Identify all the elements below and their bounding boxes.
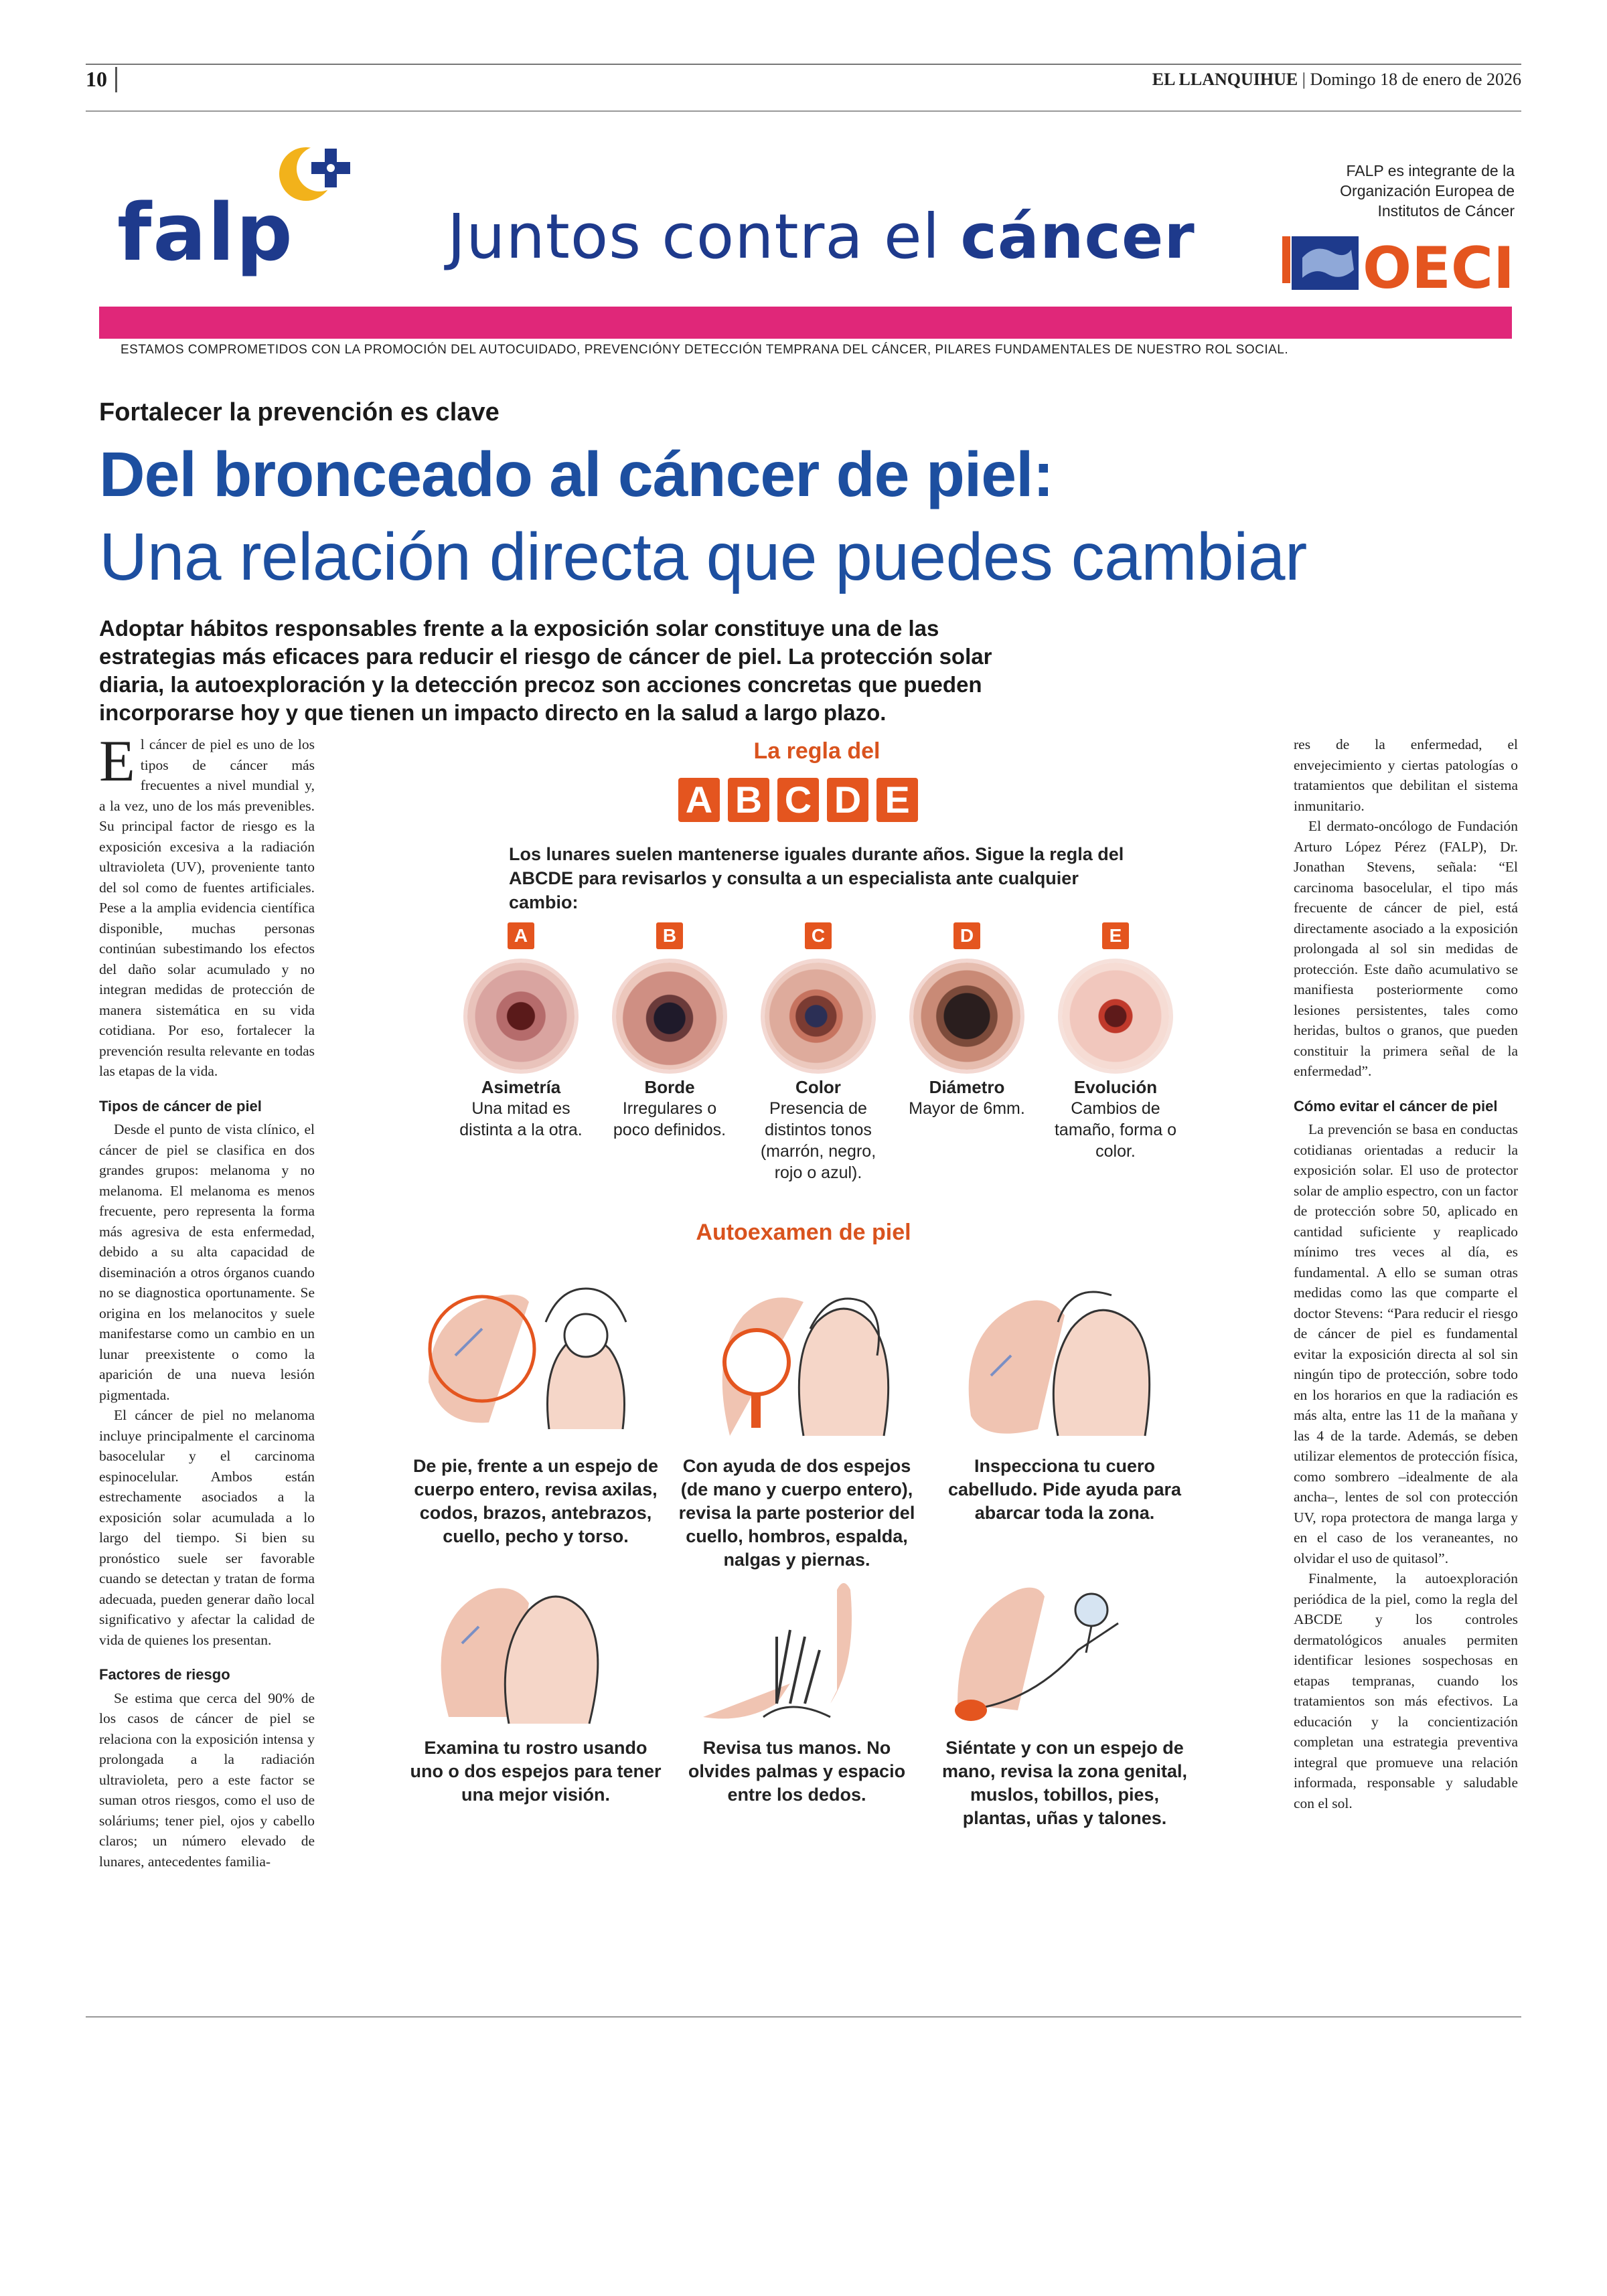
page-number: 10 [86, 67, 107, 91]
article-headline: Del bronceado al cáncer de piel: [99, 439, 1054, 510]
publication-name: EL LLANQUIHUE [1152, 70, 1298, 89]
slogan-regular: Juntos contra el [447, 201, 961, 272]
slogan-bold: cáncer [960, 201, 1195, 272]
item-letter-a: A [508, 922, 534, 949]
pink-banner [99, 307, 1512, 339]
item-letter-e: E [1102, 922, 1129, 949]
item-desc: Cambios de tamaño, forma o color. [1054, 1099, 1177, 1161]
item-title: Color [795, 1077, 841, 1097]
mole-border-image [616, 963, 723, 1070]
item-letter-b: B [656, 922, 683, 949]
slogan [447, 201, 1195, 272]
oeci-membership-note: FALP es integrante de la Organización Europea de Institutos de Cáncer [1340, 162, 1515, 220]
mole-evolution-image [1062, 963, 1169, 1070]
arms-raised-illustration [415, 1282, 656, 1443]
item-caption-b [603, 1076, 737, 1141]
abcde-intro: Los lunares suelen mantenerse iguales durante años. Sigue la regla del ABCDE para revisarlos y consulta a un especialista ante cualquier cambio: [509, 844, 1124, 912]
face-check-illustration [415, 1570, 656, 1730]
item-desc: Irregulares o poco definidos. [613, 1099, 726, 1139]
body-paragraph [99, 729, 315, 1082]
publication-date: Domingo 18 de enero de 2026 [1310, 70, 1521, 89]
abcde-letter-d: D [827, 778, 868, 822]
scalp-check-illustration [944, 1282, 1185, 1443]
header-rule [86, 110, 1521, 112]
abcde-rule-title: La regla del [753, 738, 881, 764]
abcde-letter-e: E [876, 778, 918, 822]
drop-cap: E [99, 729, 135, 794]
self-exam-step-1: De pie, frente a un espejo de cuerpo entero, revisa axilas, codos, brazos, antebrazos, cuello, pecho y torso. [412, 1456, 659, 1546]
body-paragraph: Se estima que cerca del 90% de los casos de cáncer de piel se relaciona con la exposición intensa y prolongada a la radiación ultravioleta, pero a este factor se suman otros riesgos, como el uso de soláriums; tener piel, ojos y cabello claros; un número elevado de lunares, antecedentes familia- [99, 1690, 315, 1870]
article-kicker: Fortalecer la prevención es clave [99, 398, 500, 426]
item-title: Asimetría [481, 1077, 561, 1097]
item-caption-c [751, 1076, 885, 1183]
section-heading-evitar: Cómo evitar el cáncer de piel [1294, 1097, 1498, 1115]
top-rule [86, 64, 1521, 65]
body-paragraph: Desde el punto de vista clínico, el cáncer de piel se clasifica en dos grandes grupos: melanoma y no melanoma. El melanoma es menos frecuente, pero representa la forma más agresiva de esta enfermedad, debido a su alta capacidad de diseminación a otros órganos cuando no se diagnostica oportunamente. Se origina en los melanocitos y suele manifestarse como un cambio en un lunar preexistente o como la aparición de una nueva lesión pigmentada. [99, 1121, 315, 1403]
masthead: EL LLANQUIHUE | Domingo 18 de enero de 2026 [1152, 70, 1521, 89]
item-caption-d [900, 1076, 1034, 1119]
abcde-letter-a: A [678, 778, 720, 822]
tagline: ESTAMOS COMPROMETIDOS CON LA PROMOCIÓN DEL AUTOCUIDADO, PREVENCIÓNY DETECCIÓN TEMPRANA DEL CÁNCER, PILARES FUNDAMENTALES DE NUESTRO ROL SOCIAL. [121, 343, 1289, 357]
body-text: l cáncer de piel es uno de los tipos de cáncer más frecuentes a nivel mundial y, a la vez, uno de los más prevenibles. Su principal factor de riesgo es la exposición excesiva a la radiación ultravioleta (UV), proveniente tanto del sol como de fuentes artificiales. Pese a la amplia evidencia científica disponible, muchas personas continúan subestimando los efectos del daño solar acumulado y no integran medidas de protección de manera sistemática en su vida cotidiana. Por eso, fortalecer la prevención resulta relevante en todas las etapas de la vida. [99, 736, 315, 1079]
self-exam-step-4: Examina tu rostro usando uno o dos espejos para tener una mejor visión. [410, 1738, 662, 1805]
item-title: Evolución [1073, 1077, 1158, 1097]
falp-logo [117, 134, 432, 281]
hands-illustration [676, 1570, 917, 1730]
item-caption-a [454, 1076, 588, 1141]
mole-color-image [765, 963, 872, 1070]
item-desc: Presencia de distintos tonos (marrón, negro, rojo o azul). [760, 1099, 876, 1182]
self-exam-step-5: Revisa tus manos. No olvides palmas y espacio entre los dedos. [688, 1738, 906, 1805]
item-title: Borde [644, 1077, 695, 1097]
item-letter-d: D [953, 922, 980, 949]
item-caption-e [1049, 1076, 1182, 1162]
article-lead: Adoptar hábitos responsables frente a la exposición solar constituye una de las estrategias más eficaces para reducir el riesgo de cáncer de piel. La protección solar diaria, la autoexploración y la detección precoz son acciones concretas que pueden incorporarse hoy y que tienen un impacto directo en la salud a largo plazo. [99, 616, 992, 725]
self-exam-step-2: Con ayuda de dos espejos (de mano y cuerpo entero), revisa la parte posterior del cuello, hombros, espalda, nalgas y piernas. [678, 1456, 915, 1570]
seated-legs-illustration [944, 1570, 1185, 1730]
self-exam-step-3: Inspecciona tu cuero cabelludo. Pide ayuda para abarcar toda la zona. [947, 1456, 1182, 1523]
item-letter-c: C [805, 922, 832, 949]
section-heading-factores: Factores de riesgo [99, 1666, 230, 1683]
section-heading-tipos: Tipos de cáncer de piel [99, 1097, 262, 1115]
article-column-left [99, 729, 315, 1872]
article-column-right [1294, 734, 1518, 1813]
mole-diameter-image [913, 963, 1020, 1070]
falp-logo-text: falp [117, 186, 294, 278]
oeci-logo-text: OECI [1363, 235, 1515, 298]
article-subhead: Una relación directa que puedes cambiar [99, 519, 1307, 594]
body-paragraph: Finalmente, la autoexploración periódica de la piel, como la regla del ABCDE y los controles dermatológicos anuales permiten identificar lesiones sospechosas en etapas tempranas, cuando los tratamientos son más efectivos. La educación y la concientización completan una estrategia preventiva integral que promueve una relación informada, responsable y saludable con el sol. [1294, 1570, 1518, 1811]
oeci-logo [1282, 231, 1517, 298]
body-paragraph: El cáncer de piel no melanoma incluye principalmente el carcinoma basocelular y el carcinoma espinocelular. Ambos están estrechamente asociados a la exposición solar acumulada a lo largo del tiempo. Si bien su pronóstico suele ser favorable cuando se detectan y tratan de forma adecuada, pueden generar daño local significativo y afectar la calidad de vida de quienes los presentan. [99, 1407, 315, 1648]
abcde-letter-c: C [777, 778, 819, 822]
body-paragraph: El dermato-oncólogo de Fundación Arturo López Pérez (FALP), Dr. Jonathan Stevens, señala: “El carcinoma basocelular, el tipo más frecuente de cáncer de piel, está directamente asociado a la exposición prolongada al sol sin medidas de protección. Este daño acumulativo se manifiesta posteriormente como lesiones persistentes, tales como heridas, bultos o granos, que pueden constituir la primera señal de la enfermedad”. [1294, 818, 1518, 1079]
footer-rule [86, 2016, 1521, 2018]
item-desc: Mayor de 6mm. [909, 1099, 1025, 1118]
self-exam-step-6: Siéntate y con un espejo de mano, revisa la zona genital, muslos, tobillos, pies, plantas, uñas y talones. [941, 1738, 1188, 1828]
body-paragraph: La prevención se basa en conductas cotidianas orientadas a reducir la exposición solar. El uso de protector solar de amplio espectro, con un factor de protección sobre 50, aplicado en cantidad suficiente y reaplicado mínimo tres veces al día, es fundamental. A ello se suman otras medidas como las que comparte el doctor Stevens: “Para reducir el riesgo de cáncer de piel es fundamental evitar la exposición directa al sol sin ningún tipo de protección, sobre todo en los horarios en que la radiación es más alta, entre las 11 de la mañana y las 4 de la tarde. Además, se deben utilizar elementos de protección física, como sombrero –idealmente de ala ancha–, lentes de sol con protección UV, ropa protectora de manga larga y en el caso de los veraneantes, no olvidar el uso de quitasol”. [1294, 1121, 1518, 1566]
self-exam-title: Autoexamen de piel [696, 1220, 911, 1245]
body-paragraph: res de la enfermedad, el envejecimiento y ciertas patologías o tratamientos que debilitan el sistema inmunitario. [1294, 736, 1518, 814]
mole-asymmetry-image [467, 963, 575, 1070]
hand-mirror-illustration [676, 1282, 917, 1443]
abcde-letter-b: B [728, 778, 769, 822]
item-desc: Una mitad es distinta a la otra. [459, 1099, 583, 1139]
page-number-separator [115, 67, 117, 92]
item-title: Diámetro [929, 1077, 1005, 1097]
